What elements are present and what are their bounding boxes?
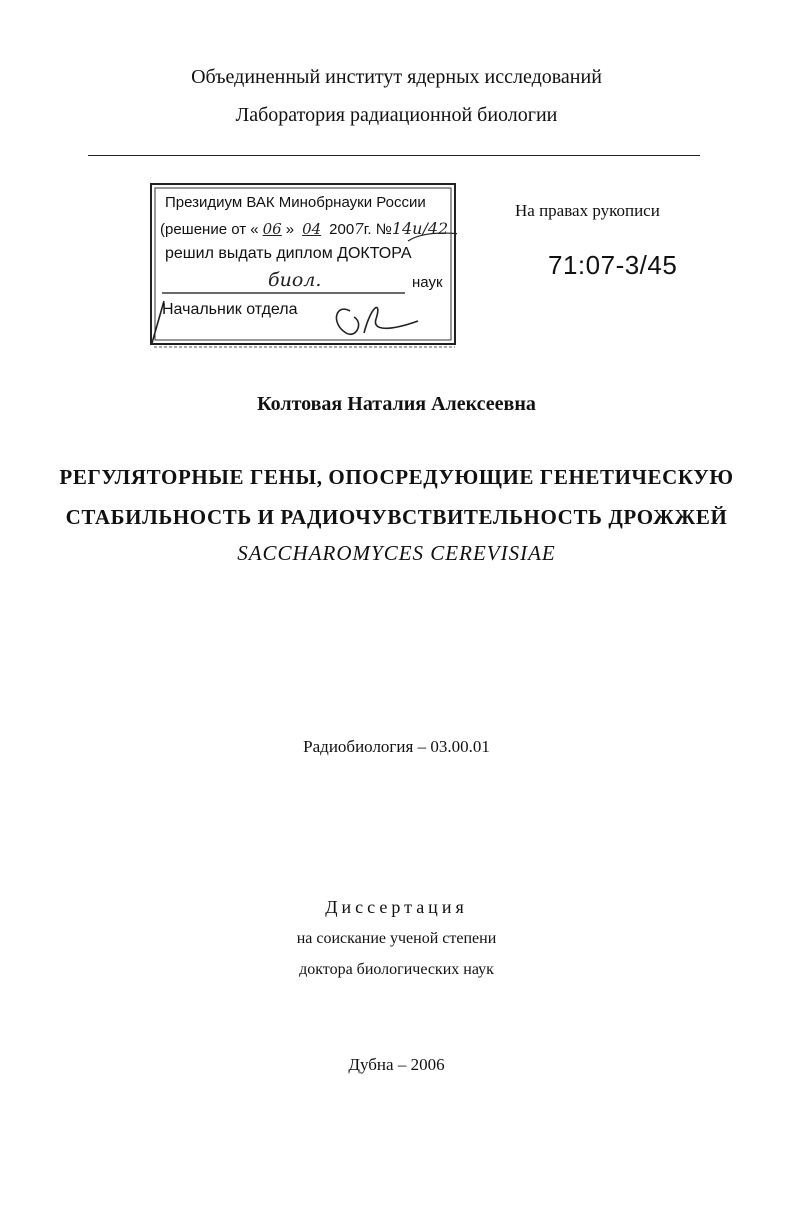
title-line-2: СТАБИЛЬНОСТЬ И РАДИОЧУВСТВИТЕЛЬНОСТЬ ДРОЖЖЕЙ <box>65 505 728 529</box>
institute-name: Объединенный институт ядерных исследований <box>191 66 602 88</box>
vak-stamp <box>150 183 457 348</box>
stamp-decision-mid: » <box>285 221 295 238</box>
stamp-line-nauk: наук <box>412 274 443 291</box>
title-species: SACCHAROMYCES CEREVISIAE <box>237 541 556 565</box>
specialty-code: Радиобиология – 03.00.01 <box>303 737 490 756</box>
stamp-decision-day: 06 <box>262 220 282 238</box>
stamp-line-head: Начальник отдела <box>162 301 298 318</box>
dissertation-degree-line-2: доктора биологических наук <box>299 961 494 978</box>
manuscript-rights: На правах рукописи <box>515 201 660 220</box>
stamp-decision-year-prefix: 200 <box>329 221 355 238</box>
stamp-decision-year-digit: 7 <box>354 220 364 238</box>
dissertation-label: Диссертация <box>325 897 468 917</box>
author-name: Колтовая Наталия Алексеевна <box>257 393 536 415</box>
stamp-line-presidium: Президиум ВАК Минобрнауки России <box>165 194 426 211</box>
stamp-field-handwritten: биол. <box>268 269 322 291</box>
stamp-decision-g: г. № <box>363 221 392 238</box>
title-line-1: РЕГУЛЯТОРНЫЕ ГЕНЫ, ОПОСРЕДУЮЩИЕ ГЕНЕТИЧЕСКУЮ <box>59 465 734 489</box>
stamp-line-decision <box>160 219 448 238</box>
stamp-decision-number: 14и/42 <box>391 219 449 238</box>
place-year: Дубна – 2006 <box>348 1055 445 1074</box>
stamp-decision-month: 04 <box>302 220 322 238</box>
dissertation-degree-line-1: на соискание ученой степени <box>296 930 497 947</box>
laboratory-name: Лаборатория радиационной биологии <box>235 104 558 126</box>
stamp-decision-prefix: (решение от « <box>160 221 259 238</box>
stamp-line-diploma: решил выдать диплом ДОКТОРА <box>165 245 412 262</box>
catalog-code: 71:07-3/45 <box>548 250 678 280</box>
header-divider <box>88 155 700 156</box>
